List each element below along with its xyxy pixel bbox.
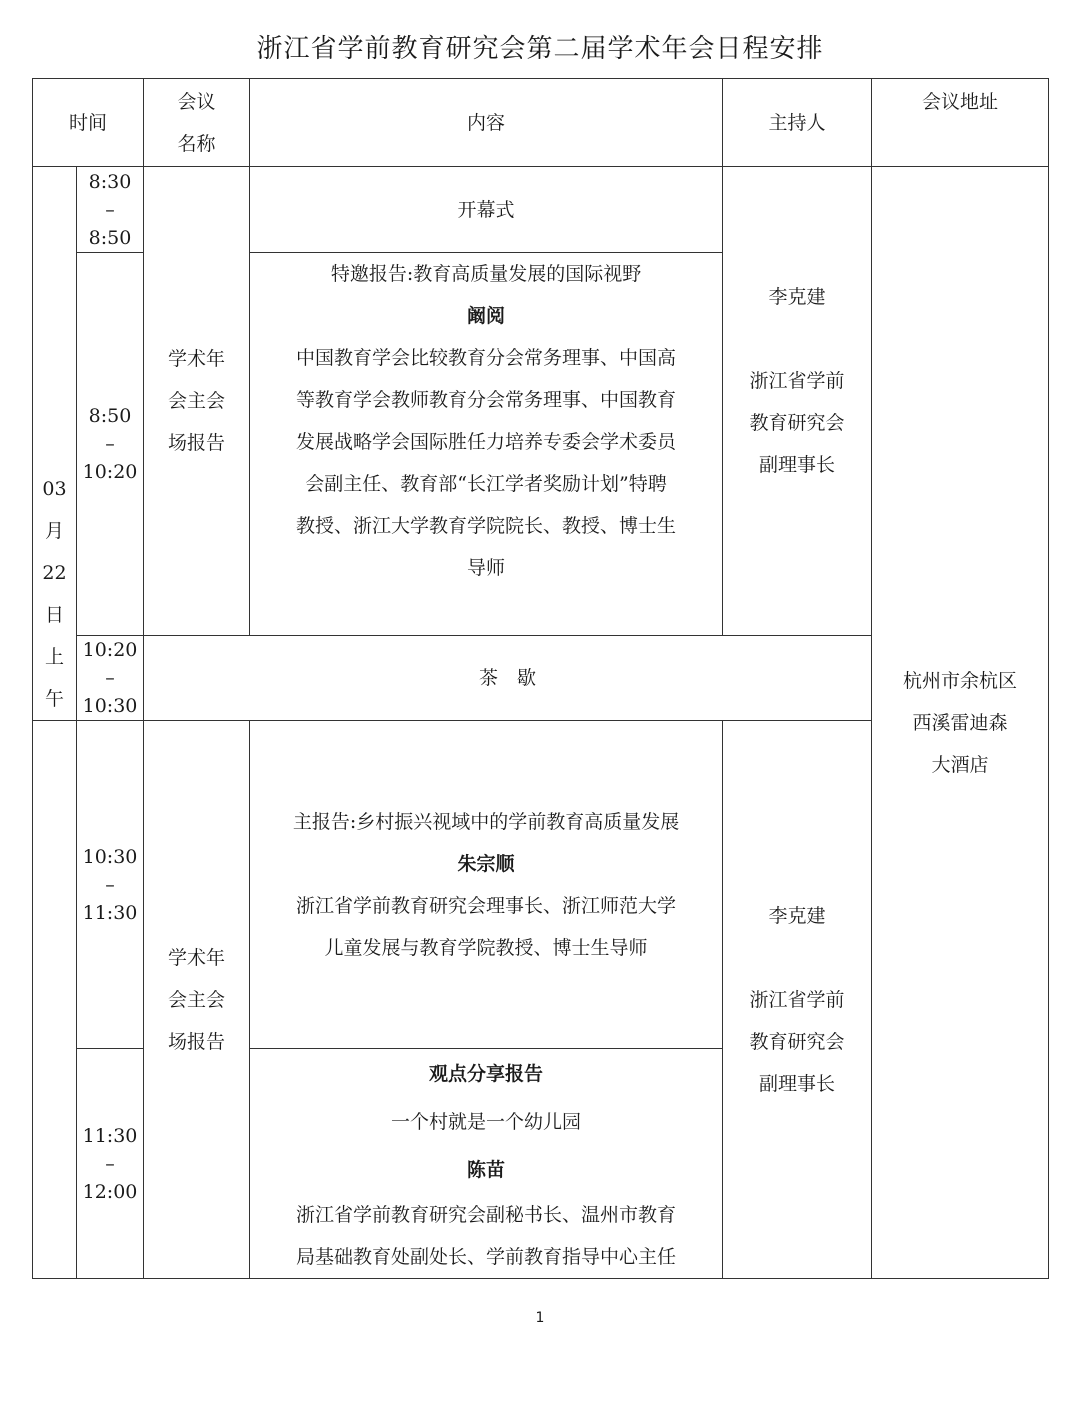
host-cell: 李克建 浙江省学前 教育研究会 副理事长 bbox=[723, 721, 872, 1279]
time-slot: 10:20 – 10:30 bbox=[77, 636, 144, 721]
address-cell: 杭州市余杭区 西溪雷迪森 大酒店 bbox=[872, 167, 1049, 1279]
report-title: 主报告:乡村振兴视域中的学前教育高质量发展 bbox=[292, 810, 680, 833]
header-host: 主持人 bbox=[723, 79, 872, 167]
speaker-name: 陈苗 bbox=[467, 1159, 506, 1181]
speaker-name: 阚阅 bbox=[467, 305, 506, 327]
schedule-table bbox=[32, 78, 1049, 1279]
report-heading: 观点分享报告 bbox=[429, 1063, 544, 1085]
time-slot: 8:50 – 10:20 bbox=[77, 253, 144, 636]
session-name: 学术年 会主会 场报告 bbox=[144, 167, 250, 636]
time-slot: 10:30 – 11:30 bbox=[77, 721, 144, 1049]
report-topic: 一个村就是一个幼儿园 bbox=[391, 1111, 582, 1133]
content-cell: 主报告:乡村振兴视域中的学前教育高质量发展 朱宗顺 浙江省学前教育研究会理事长、浙江师范大学 儿童发展与教育学院教授、博士生导师 bbox=[250, 721, 723, 1049]
content-cell: 特邀报告:教育高质量发展的国际视野 阚阅 中国教育学会比较教育分会常务理事、中国高 等教育学会教师教育分会常务理事、中国教育 发展战略学会国际胜任力培养专委会学术委员 会副主任、教育部“长江学者奖励计划”特聘 教授、浙江大学教育学院院长、教授、博士生 导师 bbox=[250, 253, 723, 636]
host-cell: 李克建 浙江省学前 教育研究会 副理事长 bbox=[723, 167, 872, 636]
header-content: 内容 bbox=[250, 79, 723, 167]
report-title: 特邀报告:教育高质量发展的国际视野 bbox=[330, 263, 642, 285]
header-meeting-name: 会议 名称 bbox=[144, 79, 250, 167]
schedule-row bbox=[33, 167, 1049, 253]
speaker-name: 朱宗顺 bbox=[457, 852, 515, 875]
header-row bbox=[33, 79, 1049, 167]
page-title: 浙江省学前教育研究会第二届学术年会日程安排 bbox=[256, 34, 824, 64]
page-number: 1 bbox=[535, 1310, 545, 1326]
content-cell: 观点分享报告 一个村就是一个幼儿园 陈苗 浙江省学前教育研究会副秘书长、温州市教育 局基础教育处副处长、学前教育指导中心主任 bbox=[250, 1049, 723, 1279]
date-cell: 03 月 22 日 上 午 bbox=[33, 167, 77, 721]
content-cell: 开幕式 bbox=[250, 167, 723, 253]
header-time: 时间 bbox=[33, 79, 144, 167]
header-address: 会议地址 bbox=[872, 79, 1049, 167]
content-cell: 茶 歇 bbox=[144, 636, 872, 721]
date-cell-empty bbox=[33, 721, 77, 1279]
time-slot: 11:30 – 12:00 bbox=[77, 1049, 144, 1279]
session-name: 学术年 会主会 场报告 bbox=[144, 721, 250, 1279]
time-slot: 8:30 – 8:50 bbox=[77, 167, 144, 253]
